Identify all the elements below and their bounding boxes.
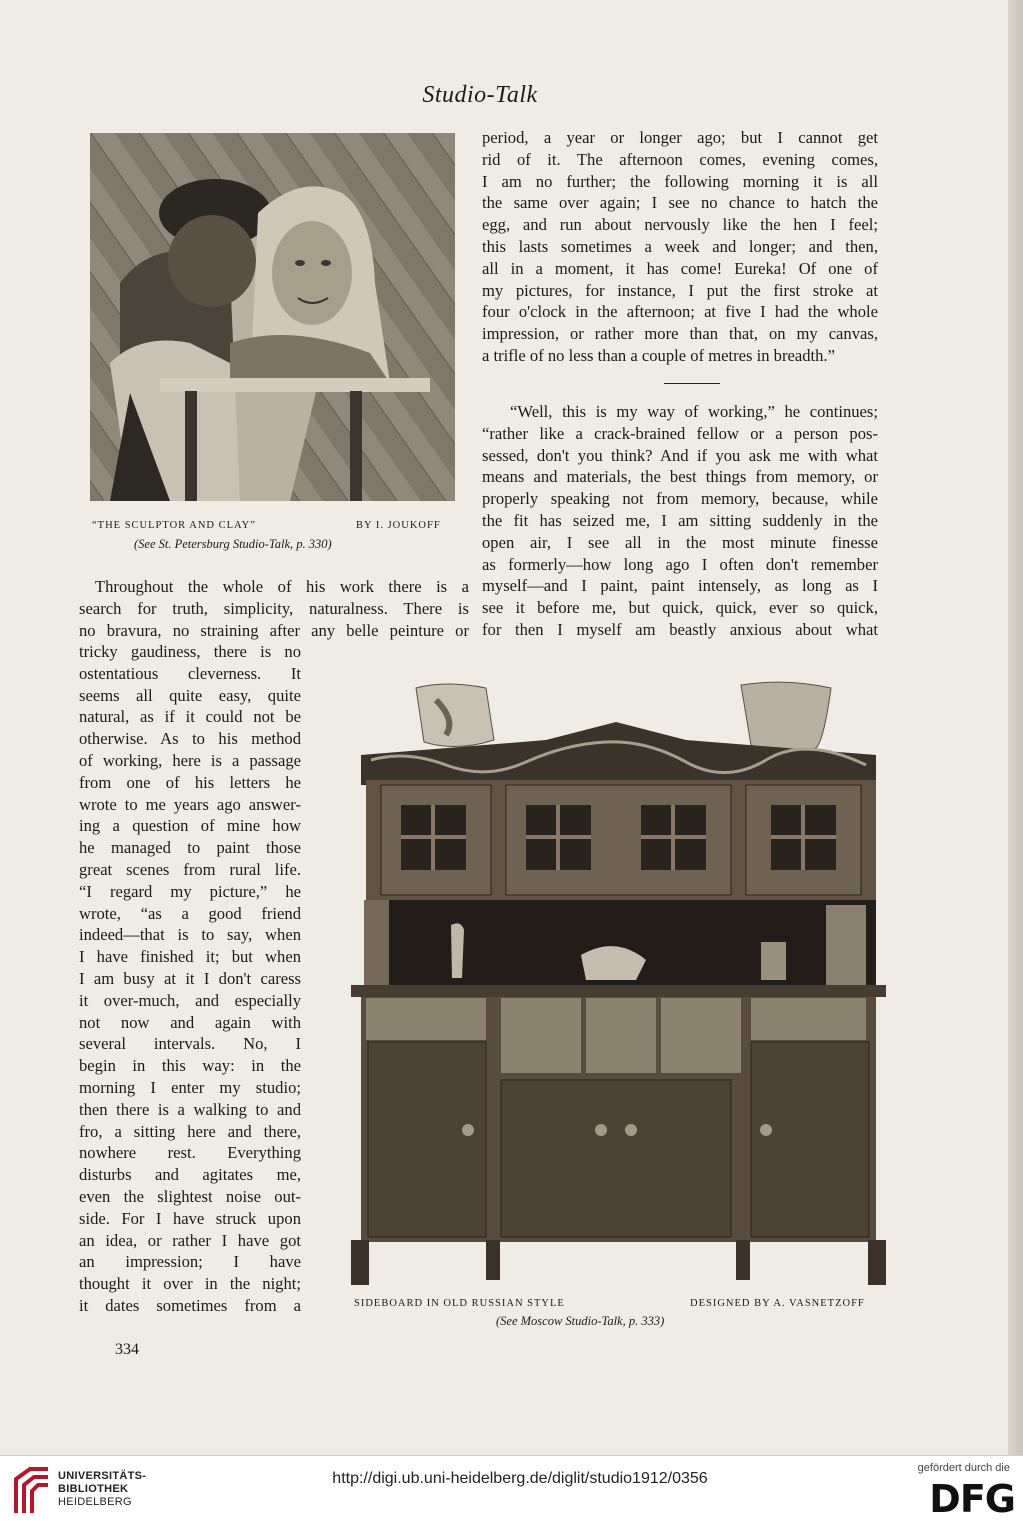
text-line: an idea, or rather I have got [79, 1230, 301, 1250]
text-line: a trifle of no less than a couple of metres in breadth.” [482, 345, 835, 365]
text-line: sessed, don't you think? And if you ask me with what [482, 445, 878, 465]
text-line: I am busy at it I don't caress [79, 968, 301, 988]
text-line: tricky gaudiness, there is no [79, 642, 301, 661]
text-line: search for truth, simplicity, naturalness. There is [79, 598, 469, 618]
text-line: four o'clock in the afternoon; at five I had the whole [482, 302, 878, 322]
figure1-caption-artist: BY I. JOUKOFF [356, 520, 441, 531]
text-line: it over-much, and especially [79, 990, 301, 1010]
text-line: natural, as if it could not be [79, 707, 301, 727]
text-line: Throughout the whole of his work there is a [95, 577, 469, 596]
text-line: it dates sometimes from a [79, 1295, 301, 1315]
running-head: Studio-Talk [422, 82, 538, 108]
text-line: rid of it. The afternoon comes, evening comes, [482, 149, 878, 169]
text-line: the same over again; I see no chance to hatch the [482, 193, 878, 213]
text-line: period, a year or longer ago; but I cannot get [482, 128, 878, 147]
text-line: disturbs and agitates me, [79, 1165, 301, 1185]
text-line: wrote, “as a good friend [79, 903, 301, 923]
text-line: an impression; I have [79, 1252, 301, 1272]
text-line: the fit has seized me, I am sitting suddenly in the [482, 510, 878, 530]
text-line: I have finished it; but when [79, 947, 301, 967]
text-line: properly speaking not from memory, because, while [482, 489, 878, 509]
text-line: even the slightest noise out- [79, 1186, 301, 1206]
text-line: open air, I see all in the most minute finesse [482, 532, 878, 552]
figure1-caption-title: “THE SCULPTOR AND CLAY” [92, 520, 256, 531]
library-name-line2: BIBLIOTHEK [58, 1483, 129, 1495]
right-column-top-paragraph [482, 127, 878, 367]
text-line: egg, and run about nervously like the hen I feel; [482, 215, 878, 235]
page-number: 334 [115, 1341, 139, 1358]
photo-sculptor-illustration [90, 133, 455, 501]
library-name-line1: UNIVERSITÄTS- [58, 1470, 147, 1482]
photo-sculptor-and-clay [90, 133, 455, 501]
dfg-logo: DFG [929, 1477, 1015, 1521]
right-column-second-paragraph [482, 401, 878, 641]
figure1-caption-reference: (See St. Petersburg Studio-Talk, p. 330) [134, 537, 332, 551]
text-line: side. For I have struck upon [79, 1208, 301, 1228]
text-line: “rather like a crack-brained fellow or a person pos- [482, 423, 878, 443]
text-line: all in a moment, it has come! Eureka! Of one of [482, 258, 878, 278]
text-line: I am no further; the following morning it is all [482, 171, 878, 191]
text-line: morning I enter my studio; [79, 1077, 301, 1097]
section-divider [664, 383, 720, 384]
footer-bar [0, 1455, 1023, 1529]
left-column-narrow-paragraph [79, 641, 301, 1317]
text-line: this lasts sometimes a week and longer; and then, [482, 236, 878, 256]
text-line: as formerly—how long ago I often don't remember [482, 554, 878, 574]
source-url-link[interactable]: http://digi.ub.uni-heidelberg.de/diglit/studio1912/0356 [332, 1470, 708, 1487]
text-line: several intervals. No, I [79, 1034, 301, 1054]
text-line: fro, a sitting here and there, [79, 1121, 301, 1141]
photo-sideboard [346, 680, 891, 1288]
text-line: ing a question of mine how [79, 816, 301, 836]
text-line: of working, here is a passage [79, 750, 301, 770]
text-line: for then I myself am beastly anxious about what [482, 619, 878, 639]
funded-by-label: gefördert durch die [917, 1462, 1010, 1474]
text-line: not now and again with [79, 1012, 301, 1032]
text-line: myself—and I paint, paint intensely, as long as I [482, 576, 878, 596]
text-line: otherwise. As to his method [79, 729, 301, 749]
library-name-line3: HEIDELBERG [58, 1496, 132, 1508]
text-line: indeed—that is to say, when [79, 925, 301, 945]
text-line: impression, or rather more than that, on my canvas, [482, 324, 878, 344]
text-line: he managed to paint those [79, 838, 301, 858]
text-line: no bravura, no straining after any belle peinture or [79, 620, 469, 640]
text-line: from one of his letters he [79, 772, 301, 792]
text-line: thought it over in the night; [79, 1274, 301, 1294]
university-library-logo-icon [12, 1465, 52, 1517]
text-line: “I regard my picture,” he [79, 881, 301, 901]
text-line: see it before me, but quick, quick, ever so quick, [482, 598, 878, 618]
text-line: “Well, this is my way of working,” he continues; [510, 402, 878, 421]
text-line: great scenes from rural life. [79, 859, 301, 879]
text-line: wrote to me years ago answer- [79, 794, 301, 814]
text-line: nowhere rest. Everything [79, 1143, 301, 1163]
figure2-caption-title: SIDEBOARD IN OLD RUSSIAN STYLE [354, 1298, 565, 1309]
text-line: then there is a walking to and [79, 1099, 301, 1119]
text-line: begin in this way: in the [79, 1056, 301, 1076]
figure2-caption-reference: (See Moscow Studio-Talk, p. 333) [496, 1314, 665, 1328]
sideboard-illustration [346, 680, 891, 1288]
text-line: my pictures, for instance, I put the first stroke at [482, 280, 878, 300]
scan-edge [1008, 0, 1023, 1455]
text-line: means and materials, the best things from memory, or [482, 467, 878, 487]
text-line: ostentatious cleverness. It [79, 663, 301, 683]
figure2-caption-designer: DESIGNED BY A. VASNETZOFF [690, 1298, 865, 1309]
left-column-wide-paragraph [79, 576, 469, 641]
text-line: seems all quite easy, quite [79, 685, 301, 705]
